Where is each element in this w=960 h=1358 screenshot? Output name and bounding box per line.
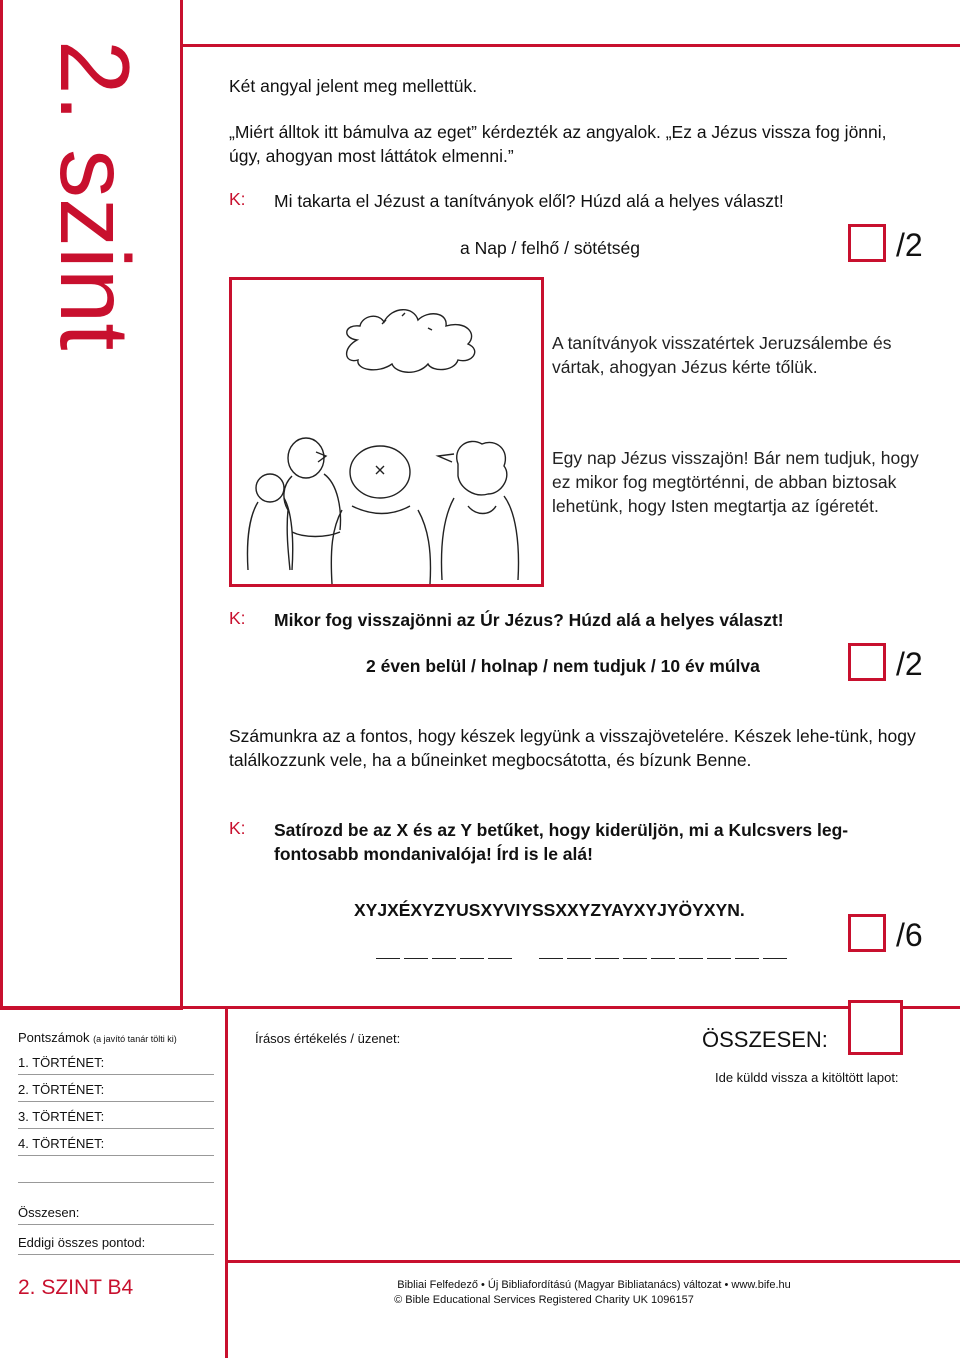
person-back-icon (331, 446, 430, 584)
q2-question: Mikor fog visszajönni az Úr Jézus? Húzd alá a helyes választ! (274, 610, 784, 630)
total-score-box[interactable] (848, 1000, 903, 1055)
answer-blanks[interactable] (374, 946, 789, 964)
q3-score: /6 (896, 917, 923, 953)
points-row-3[interactable]: 3. TÖRTÉNET: (18, 1106, 214, 1129)
q1-score: /2 (896, 227, 923, 263)
q3-question: Satírozd be az X és az Y betűket, hogy kiderüljön, mi a Kulcsvers leg-fontosabb mondanivalója! Írd is le alá! (274, 820, 849, 864)
osszesen-label: ÖSSZESEN: (702, 1027, 828, 1052)
readiness-paragraph: Számunkra az a fontos, hogy készek legyünk a visszajövetelére. Készek lehe-tünk, hogy találkozzunk vele, ha a bűneinket megbocsátotta, és bízunk Benne. (229, 726, 916, 770)
cloud-icon (347, 310, 475, 373)
level-title (40, 40, 150, 440)
letter-puzzle: XYJXÉXYZYUSXYVIYSSXXYZYAYXYJYÖYXYN. (354, 900, 745, 920)
q3-score-box[interactable] (848, 914, 886, 952)
q2-label: K: (229, 608, 246, 628)
story-promise: Egy nap Jézus visszajön! Bár nem tudjuk, hogy ez mikor fog megtörténni, de abban biztosak lehetünk, hogy Isten megtartja az ígéretét. (552, 448, 919, 516)
q1-score-box[interactable] (848, 224, 886, 262)
footer-divider (228, 1260, 960, 1263)
q2-options[interactable]: 2 éven belül / holnap / nem tudjuk / 10 év múlva (366, 656, 760, 676)
points-total[interactable]: Összesen: (18, 1202, 214, 1225)
points-row-4[interactable]: 4. TÖRTÉNET: (18, 1133, 214, 1156)
q1-label: K: (229, 189, 246, 209)
points-title: Pontszámok (a javító tanár tölti ki) (18, 1030, 177, 1045)
person-bearded-icon (438, 441, 518, 580)
footer-line-1: Bibliai Felfedező • Új Bibliafordítású (Magyar Bibliatanács) változat • www.bife.hu (397, 1279, 791, 1291)
points-row-5[interactable] (18, 1160, 214, 1183)
intro-line: Két angyal jelent meg mellettük. (229, 76, 478, 96)
written-eval-label: Írásos értékelés / üzenet: (255, 1031, 401, 1046)
illustration-frame (229, 277, 544, 587)
q2-score: /2 (896, 646, 923, 682)
points-row-1[interactable]: 1. TÖRTÉNET: (18, 1052, 214, 1075)
angel-quote: „Miért álltok itt bámulva az eget” kérdezték az angyalok. „Ez a Jézus vissza fog jönni, úgy, ahogyan most láttátok elmenni.” (229, 122, 887, 166)
q1-options[interactable]: a Nap / felhő / sötétség (460, 238, 640, 258)
q1-question: Mi takarta el Jézust a tanítványok elől? Húzd alá a helyes választ! (274, 191, 784, 211)
points-all-total[interactable]: Eddigi összes pontod: (18, 1232, 214, 1255)
points-row-2[interactable]: 2. TÖRTÉNET: (18, 1079, 214, 1102)
footer-line-2: © Bible Educational Services Registered Charity UK 1096157 (394, 1294, 694, 1306)
q2-score-box[interactable] (848, 643, 886, 681)
story-return: A tanítványok visszatértek Jeruzsálembe és vártak, ahogyan Jézus kérte tőlük. (552, 333, 892, 377)
level-code: 2. SZINT B4 (18, 1276, 134, 1299)
send-back-label: Ide küldd vissza a kitöltött lapot: (715, 1070, 899, 1085)
person-small-icon (247, 474, 292, 570)
disciples-cloud-illustration (232, 280, 541, 584)
top-frame (180, 0, 960, 47)
q3-label: K: (229, 818, 246, 838)
level-title-text: 2. szint (40, 40, 150, 351)
